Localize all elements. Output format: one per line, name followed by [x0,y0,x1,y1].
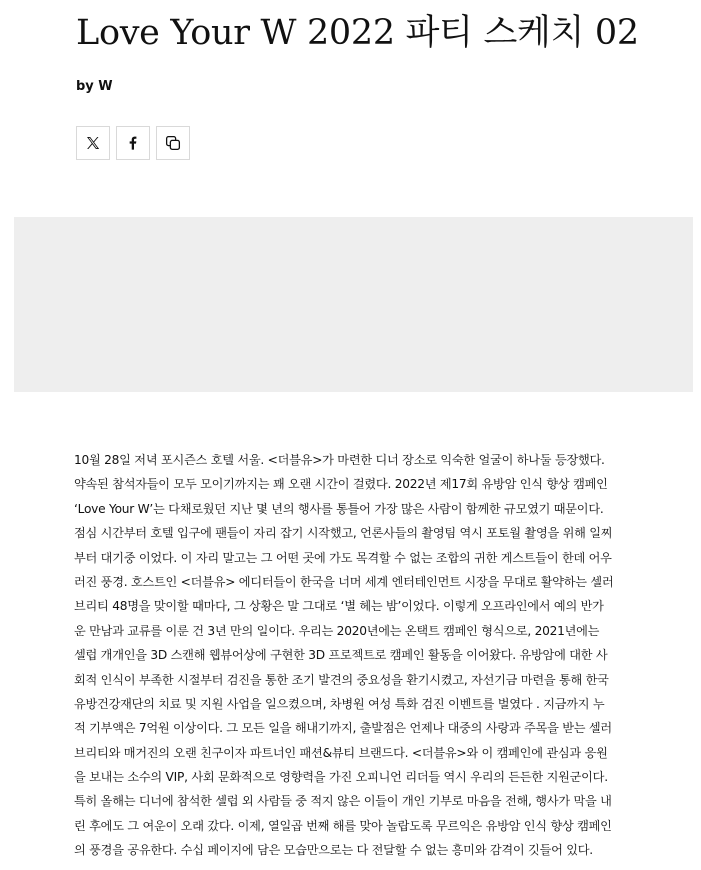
article-text-line: 브리티와 매거진의 오랜 친구이자 파트너인 패션&뷰티 브랜드다. <더블유>와 이 캠페인에 관심과 응원 [74,745,608,760]
article-text-line: 러진 풍경. 호스트인 <더블유> 에디터들이 한국을 너머 세계 엔터테인먼트 시장을 무대로 활약하는 셀러 [74,574,614,589]
copy-link-icon [164,134,182,152]
share-x-button[interactable] [76,126,110,160]
share-facebook-button[interactable] [116,126,150,160]
copy-link-button[interactable] [156,126,190,160]
author-byline: by W [76,79,113,94]
ad-placeholder [14,217,693,392]
article-text-line: ‘Love Your W’는 다채로웠던 지난 몇 년의 행사를 통틀어 가장 많은 사람이 함께한 규모였기 때문이다. [74,501,604,516]
article-text-line: 셀럽 개개인을 3D 스캔해 웹뷰어상에 구현한 3D 프로젝트로 캠페인 활동을 이어왔다. 유방암에 대한 사 [74,648,608,663]
article-text-line: 브리티 48명을 맞이할 때마다, 그 상황은 말 그대로 ‘별 헤는 밤’이었다. 이렇게 오프라인에서 예의 반가 [74,599,604,614]
x-logo-icon [85,135,101,151]
article-text-line: 적 기부액은 7억원 이상이다. 그 모든 일을 해내기까지, 출발점은 언제나 대중의 사랑과 주목을 받는 셀러 [74,721,612,736]
article-text-line: 약속된 참석자들이 모두 모이기까지는 꽤 오랜 시간이 걸렸다. 2022년 제17회 유방암 인식 향상 캠페인 [74,477,608,492]
article-text-line: 특히 올해는 디너에 참석한 셀럽 외 사람들 중 적지 않은 이들이 개인 기부로 마음을 전해, 행사가 막을 내 [74,794,612,809]
article-text-line: 린 후에도 그 여운이 오래 갔다. 이제, 열일곱 번째 해를 맞아 놀랍도록 무르익은 유방암 인식 향상 캠페인 [74,818,612,833]
article-title: Love Your W 2022 파티 스케치 02 [76,13,639,53]
article-text-line: 을 보내는 소수의 VIP, 사회 문화적으로 영향력을 가진 오피니언 리더들 역시 우리의 든든한 지원군이다. [74,770,608,785]
facebook-icon [125,135,141,151]
article-text-line: 운 만남과 교류를 이룬 건 3년 만의 일이다. 우리는 2020년에는 온택트 캠페인 형식으로, 2021년에는 [74,623,600,638]
article-text-line: 10월 28일 저녁 포시즌스 호텔 서울. <더블유>가 마련한 디너 장소로 익숙한 얼굴이 하나둘 등장했다. [74,453,605,467]
article-text-line: 의 풍경을 공유한다. 수십 페이지에 담은 모습만으로는 다 전달할 수 없는 흥미와 감격이 깃들어 있다. [74,843,593,858]
article-text-line: 부터 대기중 이었다. 이 자리 말고는 그 어떤 곳에 가도 목격할 수 없는 조합의 귀한 게스트들이 한데 어우 [74,550,612,565]
article-text-line: 점심 시간부터 호텔 입구에 팬들이 자리 잡기 시작했고, 언론사들의 촬영팀 역시 포토월 촬영을 위해 일찌 [74,526,613,541]
article-text-line: 회적 인식이 부족한 시절부터 검진을 통한 조기 발견의 중요성을 환기시켰고, 자선기금 마련을 통해 한국 [74,672,609,687]
article-text-line: 유방건강재단의 치료 및 지원 사업을 일으켰으며, 차병원 여성 특화 검진 이벤트를 벌였다 . 지금까지 누 [74,696,605,711]
share-toolbar [76,126,190,160]
article-body [74,448,634,863]
